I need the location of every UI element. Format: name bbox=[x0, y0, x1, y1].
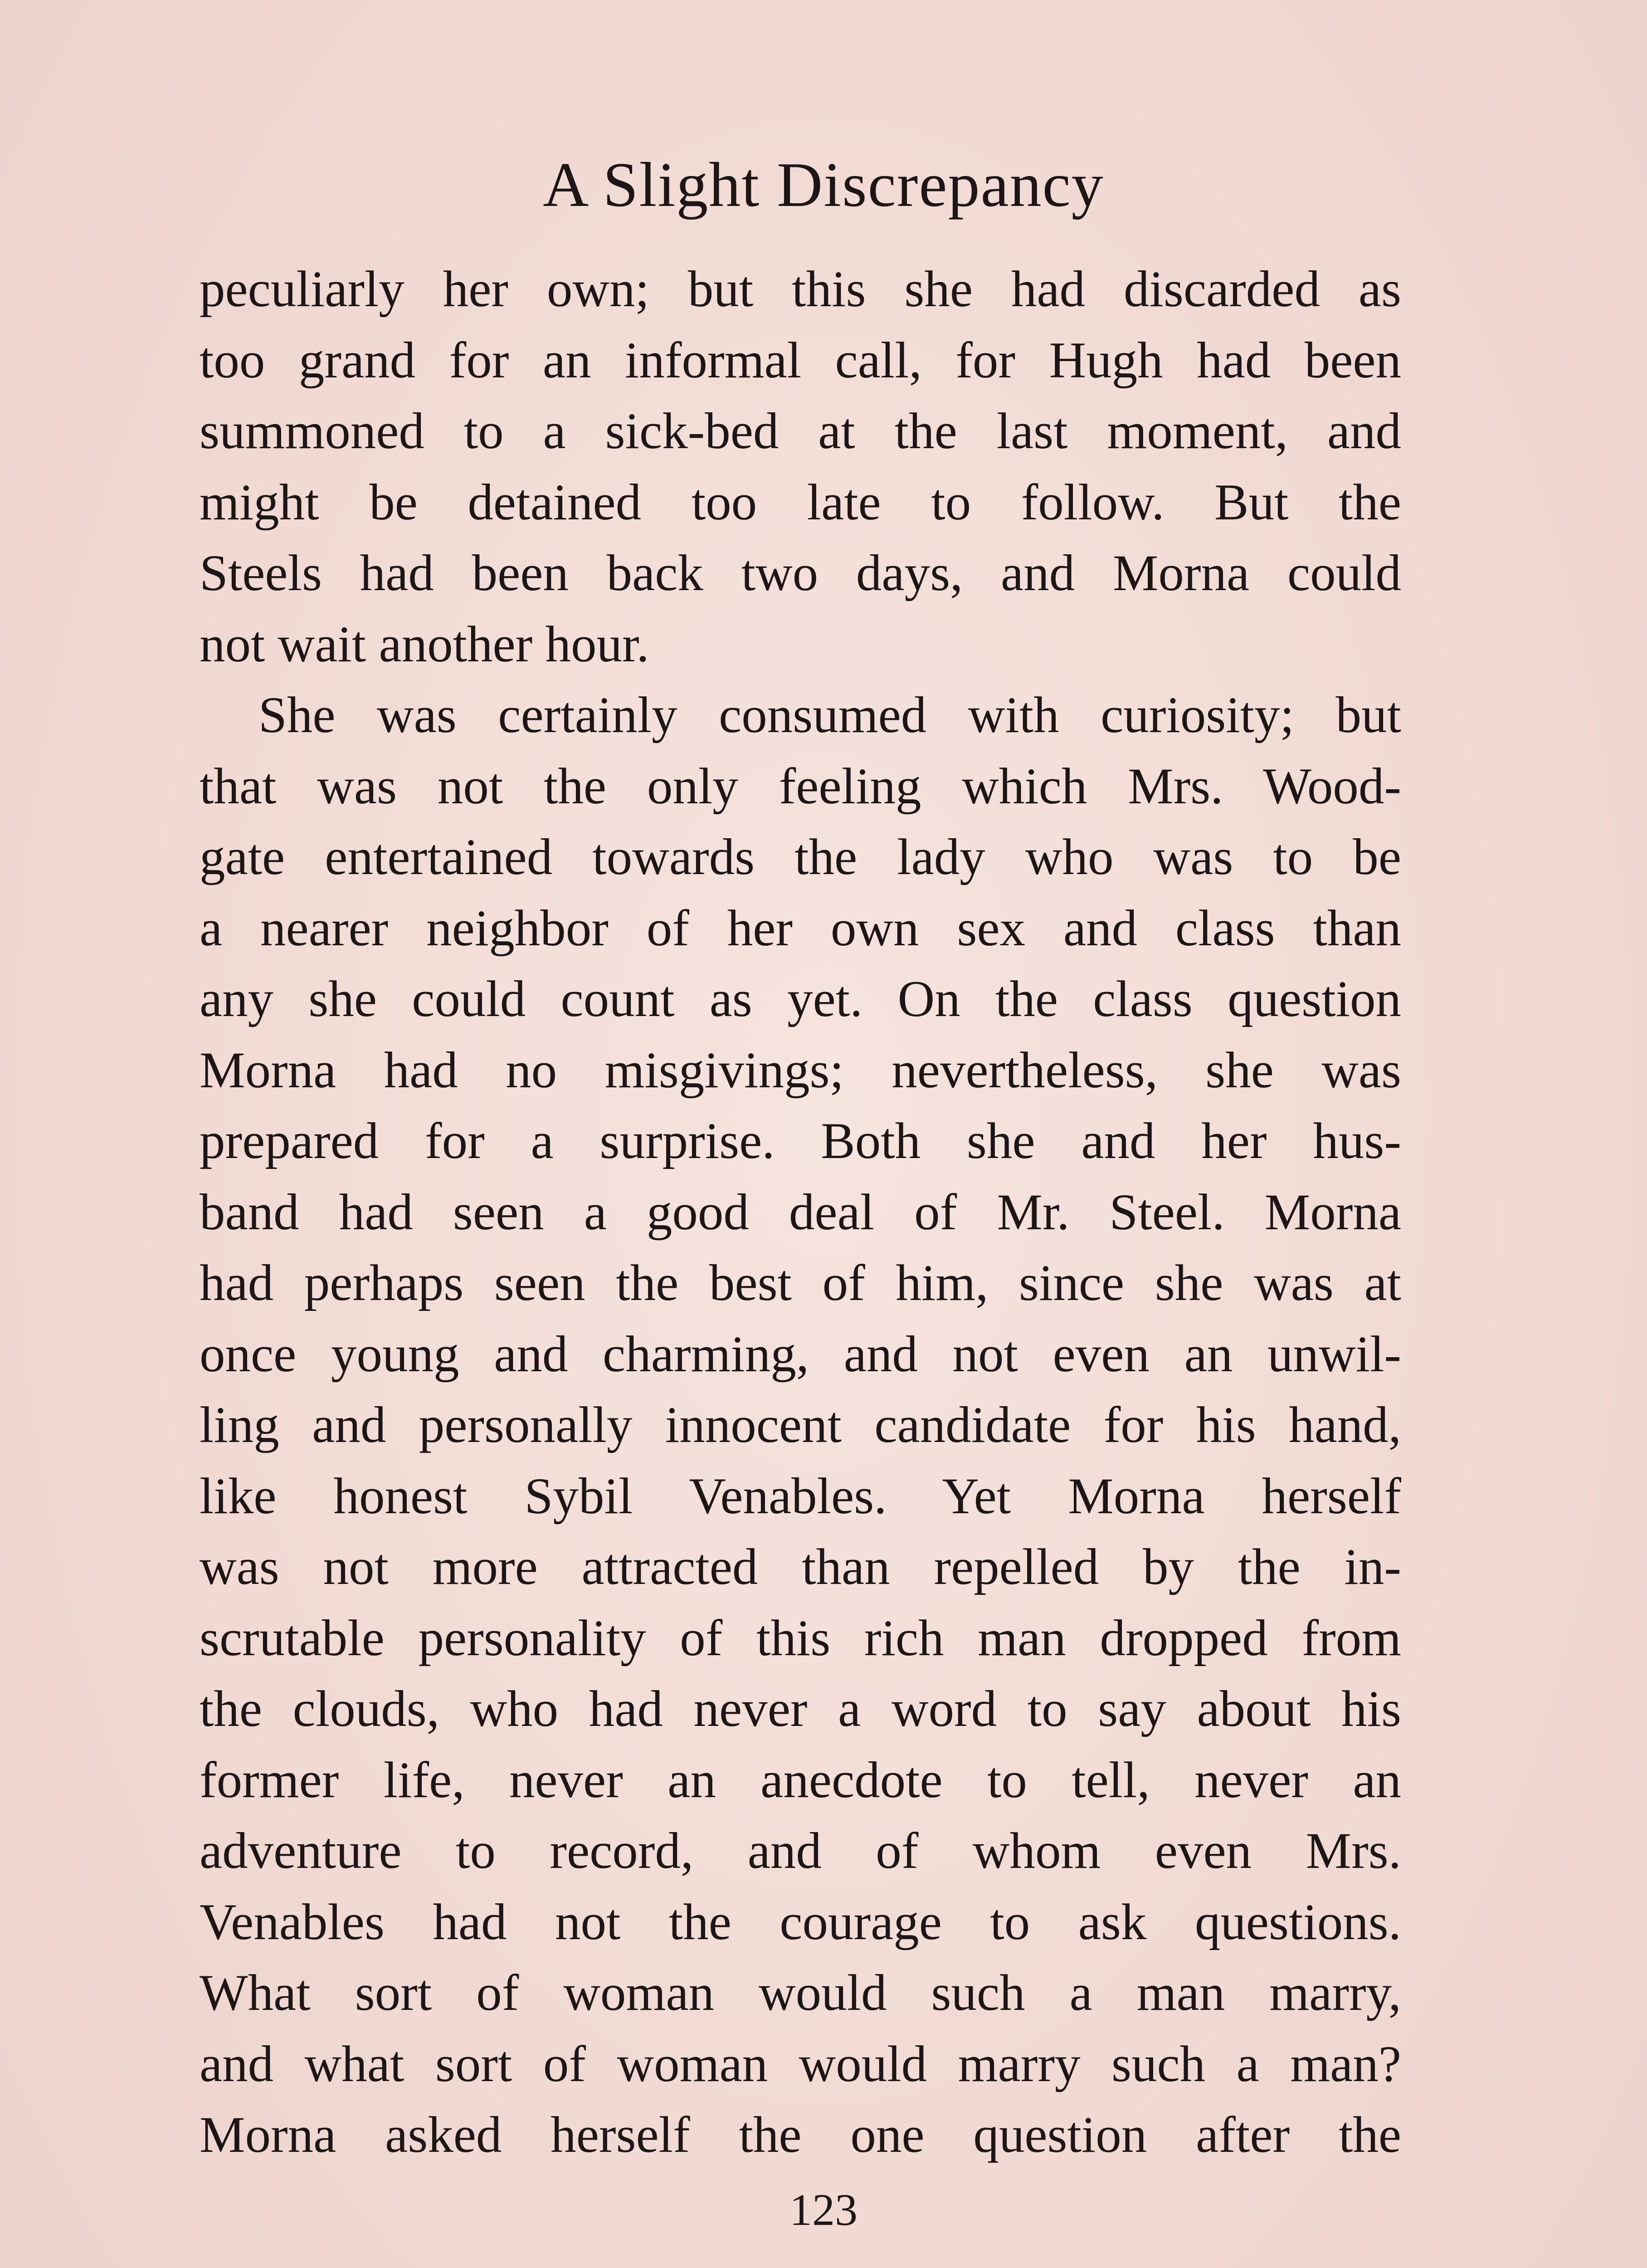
text-line: had perhaps seen the best of him, since she was at bbox=[200, 1255, 1401, 1311]
text-line: a nearer neighbor of her own sex and class than bbox=[200, 899, 1401, 957]
text-line: Venables had not the courage to ask questions. bbox=[200, 1893, 1401, 1950]
text-line: peculiarly her own; but this she had discarded as bbox=[200, 261, 1401, 318]
text-line: former life, never an anecdote to tell, never an bbox=[200, 1751, 1401, 1809]
text-line: that was not the only feeling which Mrs. Wood- bbox=[200, 758, 1401, 815]
text-line: the clouds, who had never a word to say about his bbox=[200, 1681, 1401, 1737]
text-line: scrutable personality of this rich man dropped from bbox=[200, 1609, 1401, 1667]
text-line: once young and charming, and not even an unwil- bbox=[200, 1325, 1401, 1383]
paragraph bbox=[200, 254, 1401, 680]
text-line: might be detained too late to follow. But the bbox=[200, 474, 1401, 531]
text-line: ling and personally innocent candidate for his hand, bbox=[200, 1397, 1401, 1453]
page-number: 123 bbox=[789, 2185, 858, 2235]
text-line: Morna had no misgivings; nevertheless, she was bbox=[200, 1041, 1401, 1099]
text-line: too grand for an informal call, for Hugh had been bbox=[200, 332, 1401, 389]
text-line: gate entertained towards the lady who was to be bbox=[200, 829, 1401, 885]
text-line: She was certainly consumed with curiosity; but bbox=[258, 687, 1401, 743]
text-line: prepared for a surprise. Both she and her hus- bbox=[200, 1113, 1401, 1169]
text-line: What sort of woman would such a man marry, bbox=[200, 1965, 1401, 2021]
running-head: A Slight Discrepancy bbox=[543, 150, 1104, 220]
paragraph bbox=[200, 680, 1401, 2171]
text-line: Steels had been back two days, and Morna could bbox=[200, 545, 1401, 601]
text-line: adventure to record, and of whom even Mrs. bbox=[200, 1823, 1401, 1879]
text-line: like honest Sybil Venables. Yet Morna herself bbox=[200, 1467, 1401, 1525]
text-line: summoned to a sick-bed at the last moment, and bbox=[200, 403, 1401, 459]
text-line: Morna asked herself the one question after the bbox=[200, 2107, 1401, 2163]
text-line: band had seen a good deal of Mr. Steel. Morna bbox=[200, 1183, 1401, 1241]
text-line: any she could count as yet. On the class question bbox=[200, 971, 1401, 1027]
text-line: was not more attracted than repelled by the in- bbox=[200, 1539, 1401, 1595]
text-line: not wait another hour. bbox=[200, 616, 649, 673]
text-line: and what sort of woman would marry such a man? bbox=[200, 2035, 1401, 2092]
body-text bbox=[200, 254, 1401, 2171]
